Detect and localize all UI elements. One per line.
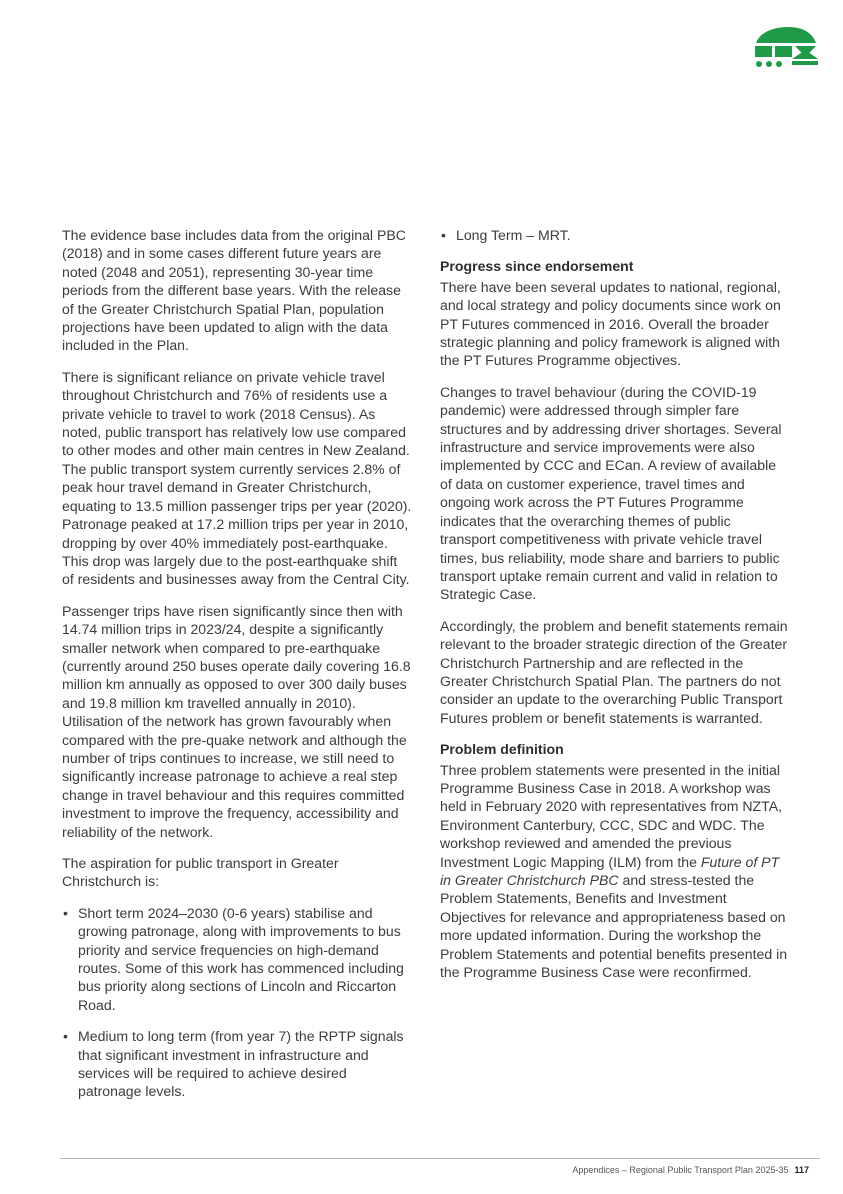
paragraph-evidence-base: The evidence base includes data from the original PBC (2018) and in some cases different future years are noted (2048 and 2051), representing 30-year time periods from the different base years. With the release of the Greater Christchurch Spatial Plan, population projections have been updated to align with the data included in the Plan. [62, 227, 406, 354]
aspiration-list [62, 904, 412, 1101]
paragraph-travel-behaviour: Changes to travel behaviour (during the COVID-19 pandemic) were addressed through simpler fare structures and by addressing driver shortages. Several infrastructure and service improvements were also implemented by CCC and ECan. A review of available of data on customer experience, travel times and ongoing work across the PT Futures Programme indicates that the overarching themes of public transport competitiveness with private vehicle travel times, bus reliability, mode share and barriers to public transport uptake remain current and valid in relation to Strategic Case. [440, 383, 782, 603]
page-number: 117 [794, 1165, 809, 1175]
problem-text-end: and stress-tested the Problem Statements, Benefits and Investment Objectives for relevance and appropriateness based on more updated information. During the workshop the Problem Statements and potential benefits presented in the Programme Business Case were reconfirmed. [440, 872, 788, 981]
problem-text-start: Three problem statements were presented in the initial Programme Business Case in 2018. A workshop was held in February 2020 with representatives from NZTA, Environment Canterbury, CCC, SDC and WDC. The workshop reviewed and amended the previous Investment Logic Mapping (ILM) from the [440, 761, 783, 870]
right-column [440, 226, 790, 994]
paragraph-private-vehicle: There is significant reliance on private vehicle travel throughout Christchurch and 76% of residents use a private vehicle to travel to work (2018 Census). As noted, public transport has relatively low use compared to other modes and other main centres in New Zealand. The public transport system currently services 2.8% of peak hour travel demand in Greater Christchurch, equating to 13.5 million passenger trips per year (2020). Patronage peaked at 17.2 million trips per year in 2010, dropping by over 40% immediately post-earthquake. This drop was largely due to the post-earthquake shift of residents and businesses away from the Central City. [62, 368, 412, 588]
left-column [62, 226, 412, 1114]
footer-text: Appendices – Regional Public Transport Plan 2025-35 [572, 1165, 789, 1175]
list-item: • Short term 2024–2030 (0-6 years) stabilise and growing patronage, along with improvements to bus priority and service frequencies on high-demand routes. Some of this work has commenced including bus priority along sections of Lincoln and Riccarton Road. [62, 904, 412, 1014]
paragraph-passenger-trips: Passenger trips have risen significantly since then with 14.74 million trips in 2023/24, despite a significantly smaller network when compared to pre-earthquake (currently around 250 buses operate daily covering 16.8 million km annually as opposed to over 300 daily buses and 19.8 million km travelled annually in 2010). Utilisation of the network has grown favourably when compared with the pre-quake network and although the number of trips continues to increase, we still need to significantly increase patronage to achieve a real step change in travel behaviour and this requires committed investment to improve the frequency, accessibility and reliability of the network. [62, 602, 411, 840]
heading-progress-since-endorsement: Progress since endorsement [440, 258, 634, 275]
heading-problem-definition: Problem definition [440, 741, 564, 758]
paragraph-aspiration: The aspiration for public transport in Greater Christchurch is: [62, 855, 339, 890]
aspiration-list-continued [440, 226, 790, 244]
list-item: • Long Term – MRT. [440, 226, 790, 244]
bus-logo-icon [752, 26, 818, 70]
list-item: • Medium to long term (from year 7) the RPTP signals that significant investment in infrastructure and services will be required to achieve desired patronage levels. [62, 1027, 412, 1101]
paragraph-statements-relevant: Accordingly, the problem and benefit statements remain relevant to the broader strategic direction of the Greater Christchurch Partnership and are reflected in the Greater Christchurch Spatial Plan. The partners do not consider an update to the overarching Public Transport Futures problem or benefit statements is warranted. [440, 617, 788, 726]
problem-italic-title: Future of PT in Greater Christchurch PBC [440, 853, 780, 888]
footer-divider [60, 1158, 820, 1159]
paragraph-problem-statements [440, 761, 790, 982]
page-footer [572, 1165, 809, 1175]
paragraph-strategy-updates: There have been several updates to national, regional, and local strategy and policy documents since work on PT Futures commenced in 2016. Overall the broader strategic planning and policy framework is aligned with the PT Futures Programme objectives. [440, 278, 781, 369]
